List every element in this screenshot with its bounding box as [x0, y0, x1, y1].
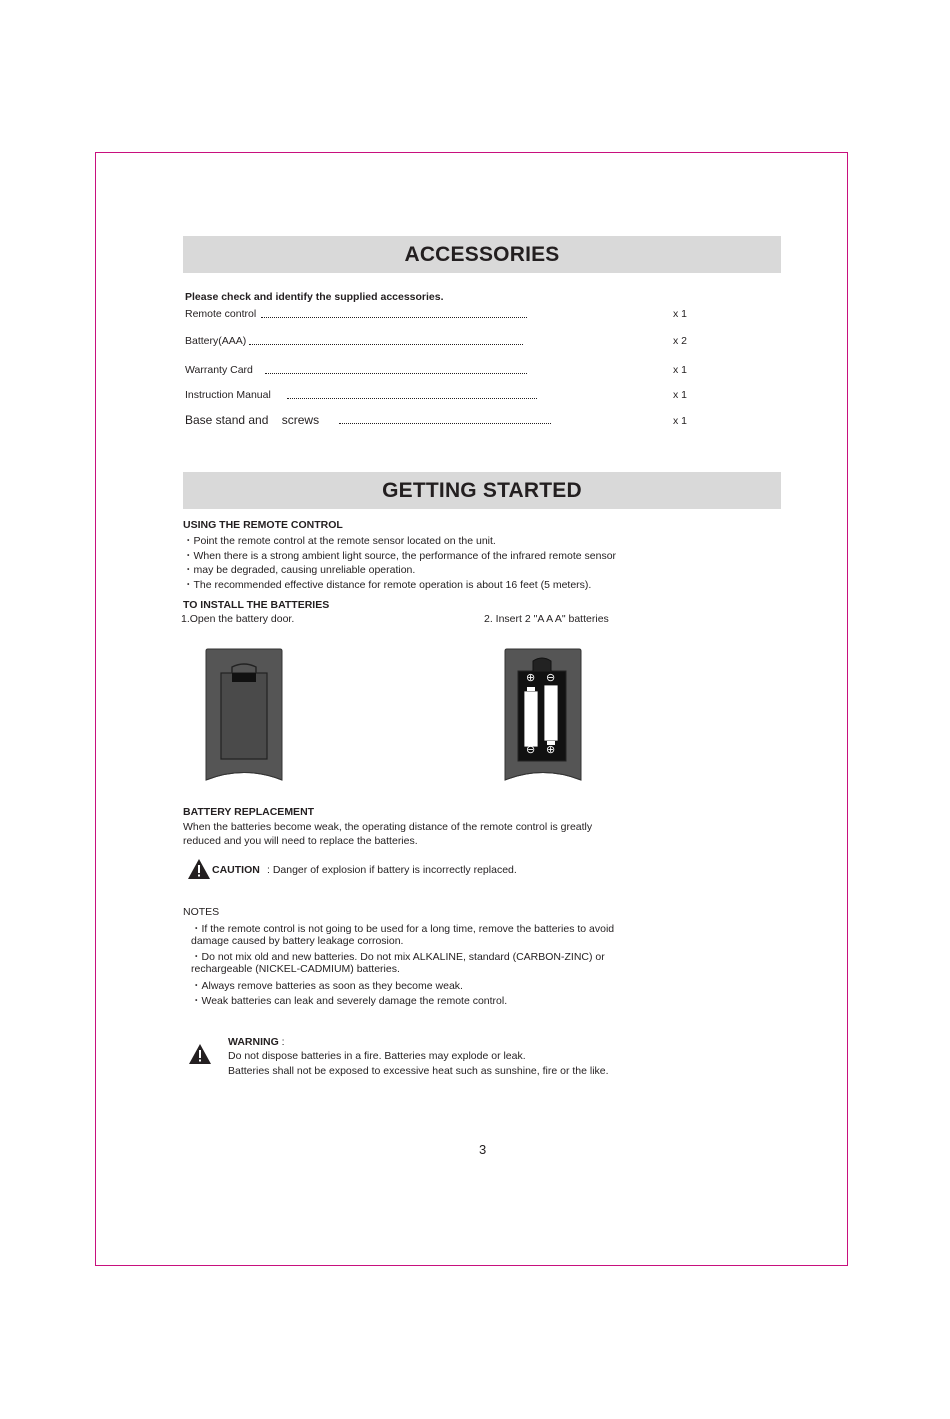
caution-text: : Danger of explosion if battery is incorrectly replaced. — [267, 864, 517, 876]
accessory-name: Base stand and screws — [185, 413, 320, 427]
leader-dots — [249, 344, 523, 345]
accessory-item — [185, 308, 690, 324]
leader-dots — [287, 398, 537, 399]
install-step-1: 1.Open the battery door. — [181, 613, 295, 625]
remote-bullet: ・Point the remote control at the remote sensor located on the unit. — [183, 535, 496, 547]
accessory-qty: x 2 — [673, 335, 688, 347]
polarity-minus-top: ⊖ — [546, 672, 556, 684]
accessory-qty: x 1 — [673, 364, 688, 376]
leader-dots — [265, 373, 527, 374]
page-number: 3 — [479, 1142, 487, 1157]
warning-label: WARNING — [228, 1036, 279, 1048]
replacement-line: When the batteries become weak, the operating distance of the remote control is greatly — [183, 821, 593, 833]
leader-dots — [339, 423, 551, 424]
accessory-item — [185, 335, 690, 351]
warning-line: Do not dispose batteries in a fire. Batteries may explode or leak. — [228, 1050, 526, 1062]
remote-heading: USING THE REMOTE CONTROL — [183, 519, 343, 531]
warning-colon: : — [278, 1036, 285, 1048]
caution-label: CAUTION — [212, 864, 260, 876]
install-heading: TO INSTALL THE BATTERIES — [183, 599, 330, 611]
replacement-heading: BATTERY REPLACEMENT — [183, 806, 315, 818]
notes-line: ・Do not mix old and new batteries. Do not mix ALKALINE, standard (CARBON-ZINC) or — [191, 951, 605, 963]
warning-triangle-icon — [188, 1043, 212, 1065]
remote-back-open-illustration — [503, 647, 583, 785]
remote-bullet: ・The recommended effective distance for remote operation is about 16 feet (5 meters). — [183, 579, 592, 591]
remote-bullet: ・may be degraded, causing unreliable operation. — [183, 564, 416, 576]
warning-heading — [228, 1036, 285, 1048]
getting-started-header — [183, 472, 781, 509]
accessory-name: Warranty Card — [185, 364, 253, 376]
notes-line: ・Always remove batteries as soon as they become weak. — [191, 980, 463, 992]
accessories-header — [183, 236, 781, 273]
accessory-qty: x 1 — [673, 389, 688, 401]
getting-started-title: GETTING STARTED — [382, 478, 582, 502]
notes-line: ・Weak batteries can leak and severely damage the remote control. — [191, 995, 508, 1007]
accessory-qty: x 1 — [673, 308, 688, 320]
notes-line: rechargeable (NICKEL-CADMIUM) batteries. — [191, 963, 400, 975]
remote-bullet: ・When there is a strong ambient light source, the performance of the infrared remote sensor — [183, 550, 617, 562]
replacement-line: reduced and you will need to replace the batteries. — [183, 835, 418, 847]
accessory-qty: x 1 — [673, 415, 688, 427]
accessory-item — [185, 413, 690, 429]
accessories-intro: Please check and identify the supplied accessories. — [185, 291, 444, 303]
accessories-title: ACCESSORIES — [404, 242, 560, 266]
accessory-name: Instruction Manual — [185, 389, 271, 401]
notes-heading: NOTES — [183, 906, 220, 918]
accessory-item — [185, 364, 690, 380]
accessory-name: Battery(AAA) — [185, 335, 247, 347]
warning-triangle-icon — [187, 858, 211, 880]
accessory-item — [185, 389, 690, 405]
accessory-name: Remote control — [185, 308, 257, 320]
warning-line: Batteries shall not be exposed to excessive heat such as sunshine, fire or the like. — [228, 1065, 609, 1077]
polarity-plus-bottom: ⊕ — [546, 744, 556, 756]
remote-back-closed-illustration — [204, 647, 284, 785]
install-step-2: 2. Insert 2 "A A A" batteries — [484, 613, 609, 625]
notes-line: damage caused by battery leakage corrosion. — [191, 935, 404, 947]
polarity-plus-top: ⊕ — [526, 672, 536, 684]
notes-line: ・If the remote control is not going to be used for a long time, remove the batteries to avoid — [191, 923, 615, 935]
leader-dots — [261, 317, 527, 318]
polarity-minus-bottom: ⊖ — [526, 744, 536, 756]
